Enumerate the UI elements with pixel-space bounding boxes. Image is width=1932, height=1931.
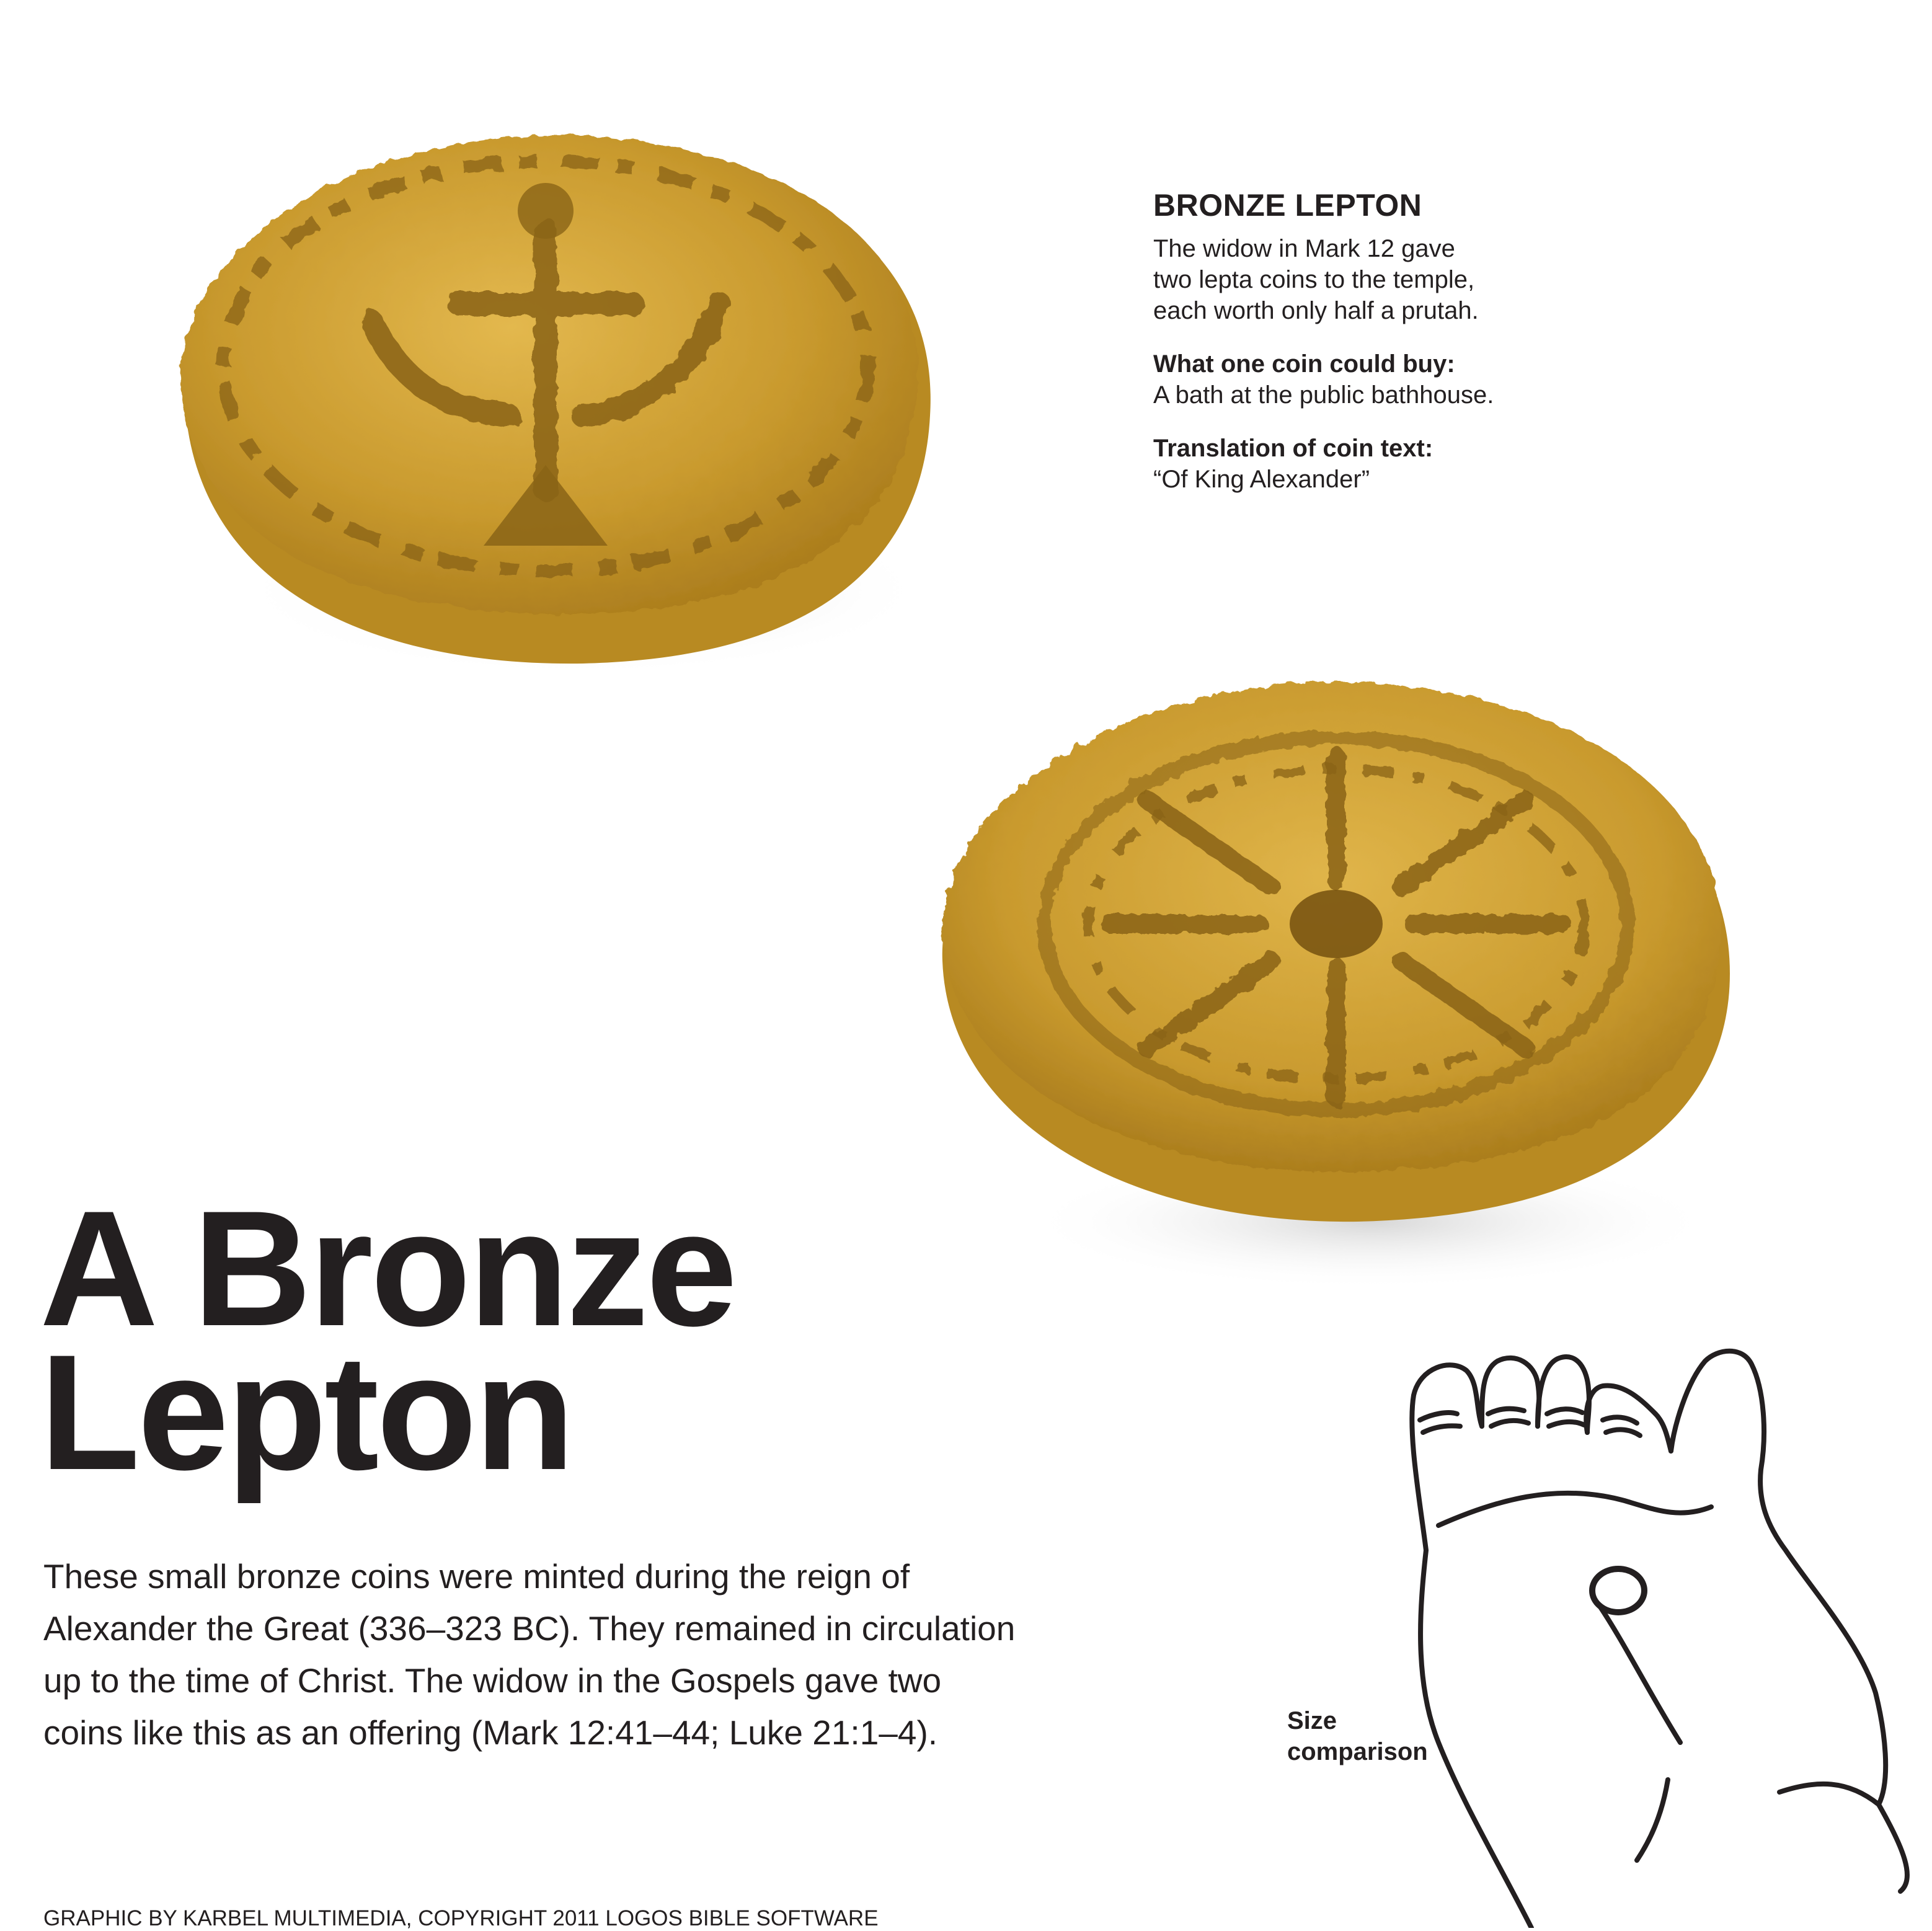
size-label-line-2: comparison bbox=[1287, 1738, 1428, 1765]
coin-info-panel bbox=[1153, 186, 1587, 495]
description-line: These small bronze coins were minted during the reign of bbox=[43, 1557, 910, 1596]
size-comparison-label bbox=[1287, 1705, 1428, 1767]
translation-text: “Of King Alexander” bbox=[1153, 466, 1370, 493]
buy-text: A bath at the public bathhouse. bbox=[1153, 381, 1494, 409]
hand-outline-icon bbox=[1389, 1346, 1916, 1928]
translation-label: Translation of coin text: bbox=[1153, 435, 1433, 462]
title-line-1: A Bronze bbox=[40, 1177, 735, 1361]
page-title bbox=[40, 1177, 735, 1504]
info-intro-line: The widow in Mark 12 gave bbox=[1153, 235, 1455, 262]
description-paragraph bbox=[43, 1550, 1097, 1759]
info-intro-line: each worth only half a prutah. bbox=[1153, 297, 1479, 324]
buy-label: What one coin could buy: bbox=[1153, 350, 1455, 378]
coin-reverse-image bbox=[924, 676, 1748, 1296]
info-intro-line: two lepta coins to the temple, bbox=[1153, 266, 1475, 293]
description-line: coins like this as an offering (Mark 12:41–44; Luke 21:1–4). bbox=[43, 1713, 938, 1752]
coin-obverse-image bbox=[112, 118, 980, 707]
size-label-line-1: Size bbox=[1287, 1707, 1337, 1734]
title-line-2: Lepton bbox=[40, 1321, 573, 1504]
credit-line: GRAPHIC BY KARBEL MULTIMEDIA, COPYRIGHT 2011 LOGOS BIBLE SOFTWARE bbox=[43, 1906, 879, 1930]
description-line: Alexander the Great (336–323 BC). They remained in circulation bbox=[43, 1609, 1016, 1648]
description-line: up to the time of Christ. The widow in the Gospels gave two bbox=[43, 1661, 942, 1700]
info-heading: BRONZE LEPTON bbox=[1153, 188, 1422, 223]
